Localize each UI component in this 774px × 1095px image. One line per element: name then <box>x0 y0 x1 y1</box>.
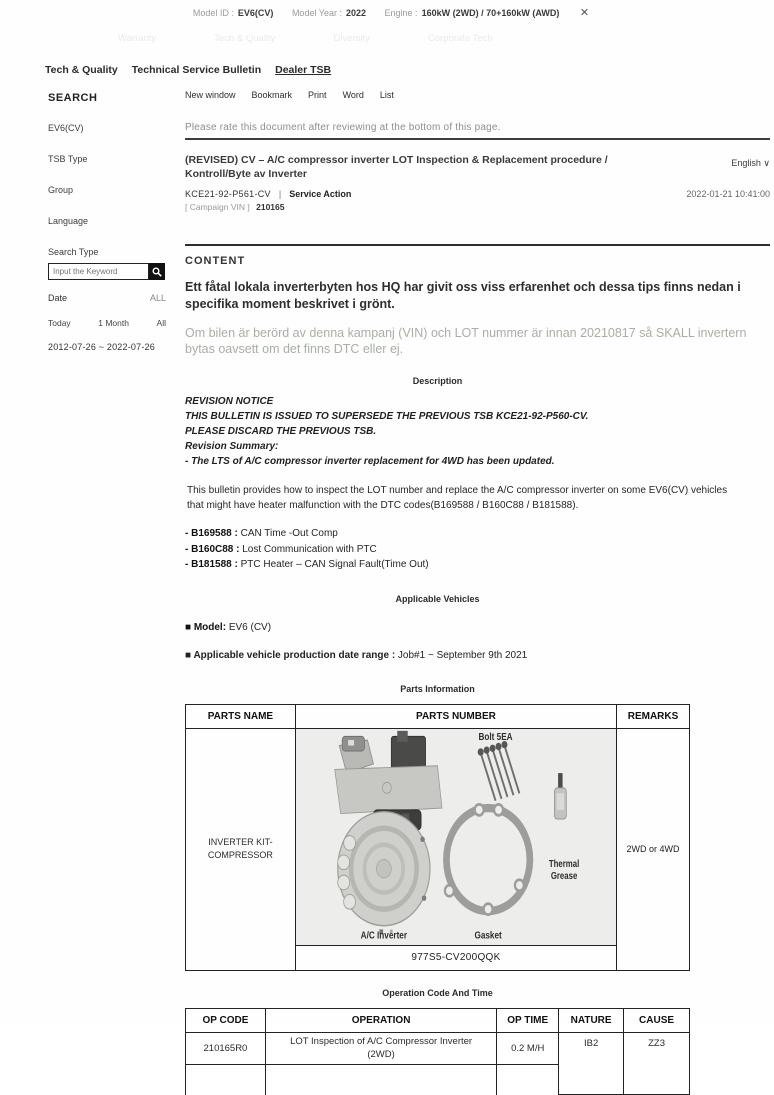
campaign-vin-value: 210165 <box>256 202 285 213</box>
model-year-label: Model Year : <box>291 8 342 18</box>
production-range-line <box>185 650 770 661</box>
content-divider <box>185 244 770 246</box>
op-code-cell: 210165R0 <box>186 1032 266 1065</box>
parts-name-line2: COMPRESSOR <box>207 850 273 861</box>
sidebar-filter-tsb-type[interactable]: TSB Type <box>48 154 88 164</box>
ac-inverter-graphic <box>335 731 442 934</box>
dtc-item-1 <box>185 526 770 542</box>
print-button[interactable]: Print <box>308 90 327 100</box>
revision-line-3: PLEASE DISCARD THE PREVIOUS TSB. <box>185 426 377 438</box>
sidebar-filter-model[interactable]: EV6(CV) <box>48 123 84 133</box>
campaign-vin-label: [ Campaign VIN ] <box>185 202 250 213</box>
date-all-value[interactable]: ALL <box>149 293 166 303</box>
operation-cell-2 <box>265 1065 496 1095</box>
dtc-code-1: - B169588 : <box>185 528 238 540</box>
operation-table <box>185 1008 690 1095</box>
date-quick-today[interactable]: Today <box>48 318 71 328</box>
search-icon <box>152 267 162 277</box>
parts-information-heading: Parts Information <box>400 683 475 694</box>
op-code-header: OP CODE <box>186 1008 266 1032</box>
operation-code-heading: Operation Code And Time <box>382 987 493 998</box>
nav-item-1[interactable]: Warranty <box>118 33 157 44</box>
gasket-graphic <box>445 804 530 914</box>
dtc-code-3: - B181588 : <box>185 559 238 571</box>
keyword-search-group <box>48 263 165 280</box>
breadcrumb-technical-service-bulletin[interactable]: Technical Service Bulletin <box>131 64 262 76</box>
content-heading: CONTENT <box>185 255 246 268</box>
nature-cell: IB2 <box>559 1032 624 1095</box>
language-dropdown[interactable]: English ∨ <box>731 158 770 168</box>
dtc-code-2: - B160C88 : <box>185 543 240 555</box>
nav-item-4[interactable]: Corporate Tech <box>427 33 493 44</box>
dtc-desc-3: PTC Heater – CAN Signal Fault(Time Out) <box>237 559 429 571</box>
swedish-intro-green: Om bilen är berörd av denna kampanj (VIN) och LOT nummer är innan 20210817 så SKALL invertern bytas oavsett om det finns DTC eller ej. <box>185 325 747 357</box>
date-label: Date <box>48 293 68 303</box>
parts-name-cell <box>186 728 296 970</box>
bookmark-button[interactable]: Bookmark <box>251 90 293 100</box>
model-line-label: ■ Model: <box>185 621 227 633</box>
model-year-value: 2022 <box>345 8 367 18</box>
document-code: KCE21-92-P561-CV <box>185 189 271 200</box>
document-toolbar <box>185 86 770 100</box>
applicable-vehicles-heading: Applicable Vehicles <box>395 593 480 604</box>
parts-number-header: PARTS NUMBER <box>295 704 616 728</box>
ac-inverter-label: A/C Inverter <box>360 929 407 941</box>
list-button[interactable]: List <box>379 90 394 100</box>
operation-row-1 <box>186 1032 690 1065</box>
operation-line-1: LOT Inspection of A/C Compressor Inverter <box>290 1035 473 1047</box>
date-quick-1month[interactable]: 1 Month <box>98 318 129 328</box>
nav-item-3[interactable]: Diversity <box>333 33 370 44</box>
document-datetime: 2022-01-21 10:41:00 <box>686 189 770 200</box>
op-code-cell-2 <box>186 1065 266 1095</box>
parts-table-row <box>186 728 690 970</box>
model-id-segment <box>193 8 274 18</box>
parts-table <box>185 704 690 971</box>
dtc-desc-2: Lost Communication with PTC <box>239 543 377 555</box>
revision-line-4: Revision Summary: <box>185 441 279 453</box>
parts-kit-illustration <box>296 729 616 945</box>
parts-name-line1: INVERTER KIT- <box>208 836 273 847</box>
search-sidebar <box>0 86 185 1095</box>
search-button[interactable] <box>149 263 165 280</box>
nature-header: NATURE <box>559 1008 624 1032</box>
thermal-grease-label-2: Grease <box>550 869 578 881</box>
sidebar-title: SEARCH <box>48 92 98 104</box>
thermal-grease-graphic <box>554 773 566 819</box>
thermal-grease-label-1: Thermal <box>548 857 580 869</box>
sidebar-filter-language[interactable]: Language <box>48 216 89 226</box>
sidebar-filter-group[interactable]: Group <box>48 185 74 195</box>
engine-value: 160kW (2WD) / 70+160kW (AWD) <box>421 8 560 18</box>
dtc-item-3 <box>185 557 770 573</box>
close-icon[interactable]: ✕ <box>579 7 590 19</box>
date-range-value[interactable]: 2012-07-26 ~ 2022-07-26 <box>48 342 155 352</box>
revision-line-2: THIS BULLETIN IS ISSUED TO SUPERSEDE THE PREVIOUS TSB KCE21-92-P560-CV. <box>185 411 589 423</box>
breadcrumb <box>0 44 774 76</box>
cause-cell: ZZ3 <box>624 1032 690 1095</box>
parts-table-header-row <box>186 704 690 728</box>
document-type: Service Action <box>289 189 352 200</box>
dtc-desc-1: CAN Time -Out Comp <box>237 528 338 540</box>
engine-segment <box>385 8 560 18</box>
word-button[interactable]: Word <box>342 90 364 100</box>
model-year-segment <box>292 8 366 18</box>
parts-number-cell <box>295 728 616 970</box>
document-main <box>185 86 774 1095</box>
gasket-label: Gasket <box>474 929 502 941</box>
keyword-search-input[interactable] <box>48 263 149 280</box>
dtc-code-list <box>185 526 770 573</box>
rate-document-notice: Please rate this document after reviewing at the bottom of this page. <box>185 122 770 140</box>
cause-header: CAUSE <box>624 1008 690 1032</box>
operation-table-header-row <box>186 1008 690 1032</box>
revision-line-1: REVISION NOTICE <box>185 396 274 408</box>
sidebar-filter-search-type: Search Type <box>48 247 99 257</box>
breadcrumb-tech-quality[interactable]: Tech & Quality <box>45 64 118 76</box>
swedish-intro-bold: Ett fåtal lokala inverterbyten hos HQ har givit oss viss erfarenhet och dessa tips finns nedan i specifika moment beskrivet i grönt. <box>185 280 741 311</box>
nav-item-2[interactable]: Tech & Quality <box>214 33 276 44</box>
document-meta-row <box>185 189 770 199</box>
operation-line-2: (2WD) <box>367 1048 395 1060</box>
parts-kit-photo <box>296 729 616 945</box>
bolts-graphic <box>478 741 520 801</box>
model-id-value: EV6(CV) <box>237 8 274 18</box>
document-title: (REVISED) CV – A/C compressor inverter LOT Inspection & Replacement procedure / Kontroll/Byte av Inverter <box>185 154 608 180</box>
description-heading: Description <box>412 376 463 387</box>
new-window-button[interactable]: New window <box>185 90 236 100</box>
parts-remarks-header: REMARKS <box>617 704 690 728</box>
op-time-cell: 0.2 M/H <box>497 1032 559 1065</box>
date-filter-row <box>48 293 166 303</box>
bolt-label: Bolt 5EA <box>478 731 513 743</box>
model-line-value: EV6 (CV) <box>226 621 272 633</box>
date-quick-all[interactable]: All <box>156 318 166 328</box>
date-quick-row <box>48 318 166 328</box>
model-info-bar <box>0 0 774 19</box>
revision-notice-block <box>185 394 770 469</box>
dtc-item-2 <box>185 542 770 558</box>
operation-cell <box>265 1032 496 1065</box>
parts-name-header: PARTS NAME <box>186 704 296 728</box>
op-time-header: OP TIME <box>497 1008 559 1032</box>
production-range-value: Job#1 ~ September 9th 2021 <box>395 649 528 661</box>
campaign-vin-row <box>185 202 770 212</box>
breadcrumb-dealer-tsb-link[interactable]: Dealer TSB <box>275 64 332 76</box>
model-line <box>185 622 770 633</box>
parts-remarks-cell: 2WD or 4WD <box>617 728 690 970</box>
operation-header: OPERATION <box>265 1008 496 1032</box>
revision-line-5: - The LTS of A/C compressor inverter replacement for 4WD has been updated. <box>185 456 555 468</box>
top-navigation <box>0 19 774 44</box>
part-number-value: 977S5-CV200QQK <box>296 945 616 970</box>
bulletin-body-paragraph: This bulletin provides how to inspect the LOT number and replace the A/C compressor inverter on some EV6(CV) vehicles that might have heater malfunction with the DTC codes(B169588 / B160C88 / B181588). <box>187 485 728 511</box>
model-id-label: Model ID : <box>192 8 234 18</box>
meta-divider: | <box>278 189 282 200</box>
op-time-cell-2 <box>497 1065 559 1095</box>
engine-label: Engine : <box>384 8 418 18</box>
production-range-label: ■ Applicable vehicle production date range : <box>185 649 396 661</box>
title-block <box>185 154 770 181</box>
